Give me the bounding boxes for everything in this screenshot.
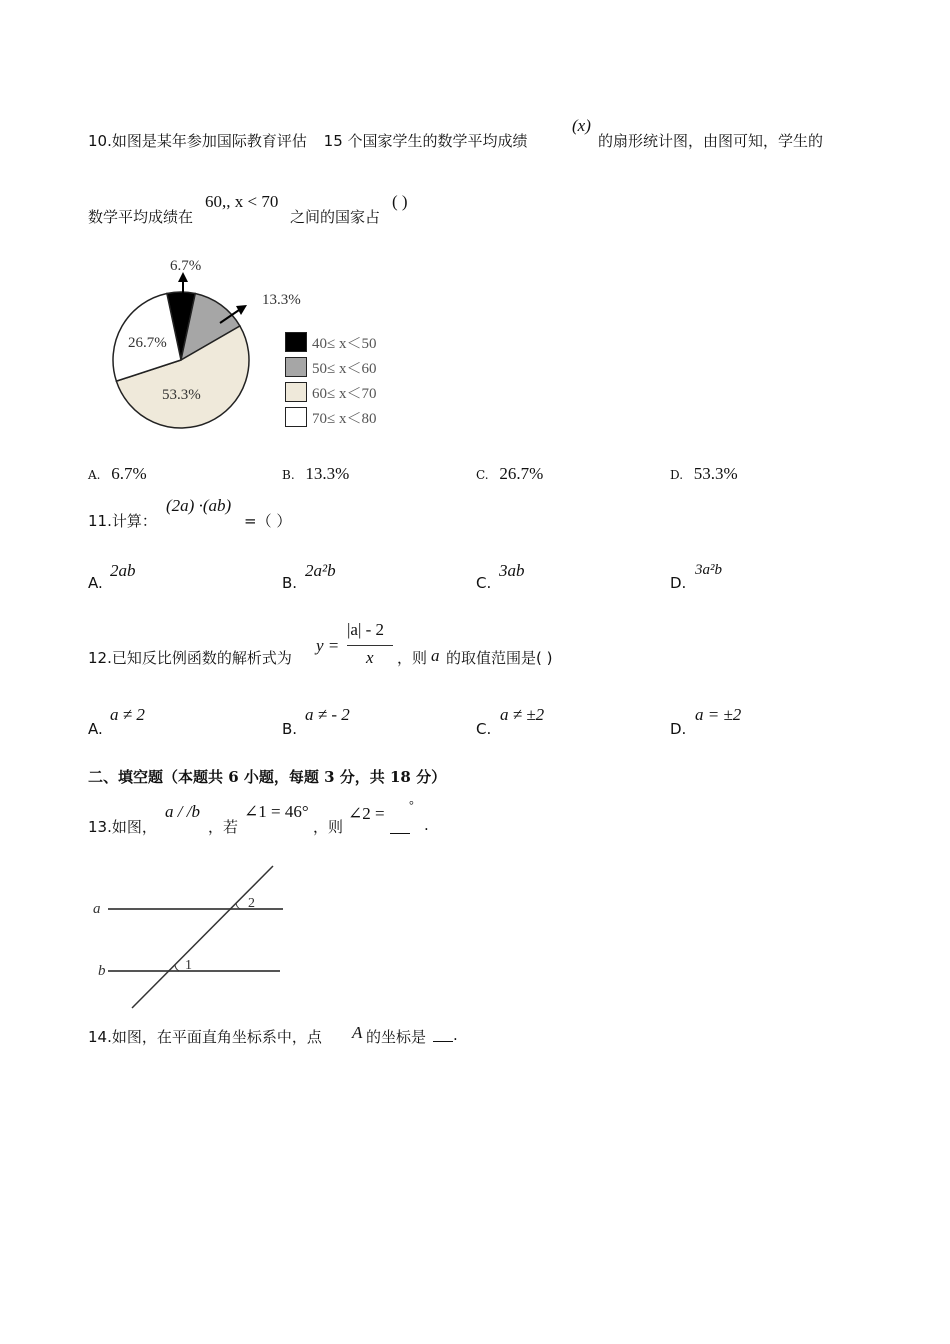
q14-end: .: [453, 1026, 458, 1044]
q14-line: [88, 1026, 322, 1047]
label-13-3: 13.3%: [262, 292, 301, 308]
q10-option-c[interactable]: [476, 464, 543, 484]
q11-number: 11.: [88, 512, 112, 530]
q14-answer-blank[interactable]: [433, 1026, 453, 1044]
q10-var-x: (x): [572, 116, 591, 135]
q13-prefix: 如图，: [111, 818, 157, 836]
q11-option-c[interactable]: 3ab: [499, 561, 525, 580]
legend-label-2: 50≤ x＜60: [312, 361, 377, 377]
q10-text-b: 15 个国家学生的数学平均成绩: [323, 132, 528, 150]
q12-suffix: 的取值范围是( ): [446, 649, 553, 667]
parallel-lines-figure: [88, 860, 298, 1015]
q10-option-a[interactable]: [88, 464, 147, 484]
q11-suffix: =（ ）: [244, 512, 292, 530]
option-text: 6.7%: [111, 464, 147, 483]
q13-line: [88, 816, 157, 837]
q11-expr: (2a) ·(ab): [166, 496, 232, 515]
q12-mid: ，则: [397, 649, 428, 667]
label-line-b: b: [98, 963, 106, 979]
section-heading: 二、填空题（本题共 6 小题，每题 3 分，共 18 分）: [88, 768, 447, 786]
q10-range: 60,, x < 70: [205, 192, 279, 211]
label-angle-1: 1: [185, 958, 192, 973]
transversal: [132, 866, 273, 1008]
option-letter: A.: [88, 468, 101, 482]
q13-angle2: ∠2 =: [348, 804, 385, 823]
q12-y-eq: y =: [316, 636, 340, 655]
q10-text-c: 的扇形统计图，由图可知，学生的: [598, 132, 824, 150]
q10-paren: ( ): [392, 192, 408, 211]
q13-number: 13.: [88, 818, 112, 836]
q14-number: 14.: [88, 1028, 112, 1046]
q12-option-d[interactable]: a = ±2: [695, 705, 742, 724]
legend-label-1: 40≤ x＜50: [312, 336, 377, 352]
q12-option-d-letter: D.: [670, 720, 687, 738]
q13-cond: a / /b: [165, 802, 200, 821]
legend-swatch-3: [285, 382, 307, 402]
legend-swatch-1: [285, 332, 307, 352]
label-angle-2: 2: [248, 896, 255, 911]
q13-end: .: [424, 816, 429, 834]
fraction-bar: [347, 645, 393, 646]
option-letter: C.: [476, 468, 489, 482]
label-53-3: 53.3%: [162, 387, 201, 403]
q12-option-a-letter: A.: [88, 720, 103, 738]
q10-text-a: 如图是某年参加国际教育评估: [111, 132, 307, 150]
q12-prefix: 已知反比例函数的解析式为: [111, 649, 292, 667]
q13-angle1: ∠1 = 46°: [244, 802, 309, 821]
q14-point: A: [352, 1023, 363, 1042]
q11-option-a[interactable]: 2ab: [110, 561, 136, 580]
option-letter: D.: [670, 468, 684, 482]
q11-line: [88, 510, 157, 531]
q10-option-b[interactable]: [282, 464, 349, 484]
q10-line2: 数学平均成绩在: [88, 208, 194, 226]
q10-number: 10.: [88, 132, 112, 150]
q13-degree: °: [409, 798, 414, 812]
q12-denominator: x: [366, 648, 374, 667]
legend-swatch-4: [285, 407, 307, 427]
q12-option-c-letter: C.: [476, 720, 492, 738]
q11-option-b[interactable]: 2a²b: [305, 561, 336, 580]
legend-swatch-2: [285, 357, 307, 377]
q10-line1: [88, 130, 528, 151]
q12-numerator: |a| - 2: [347, 620, 385, 639]
q12-line: [88, 647, 292, 668]
option-text: 13.3%: [305, 464, 350, 483]
option-letter: B.: [282, 468, 295, 482]
q12-option-a[interactable]: a ≠ 2: [110, 705, 145, 724]
legend-label-4: 70≤ x＜80: [312, 411, 377, 427]
q13-answer-blank[interactable]: [390, 818, 410, 836]
label-26-7: 26.7%: [128, 335, 167, 351]
q14-suffix: 的坐标是: [366, 1028, 427, 1046]
q11-option-c-letter: C.: [476, 574, 492, 592]
pie-slices: [113, 292, 249, 428]
option-text: 26.7%: [499, 464, 544, 483]
q11-option-d[interactable]: 3a²b: [695, 562, 722, 578]
label-line-a: a: [93, 901, 101, 917]
q13-then: ，则: [313, 818, 344, 836]
q10-text-d: 之间的国家占: [290, 208, 381, 226]
q14-prefix: 如图，在平面直角坐标系中，点: [111, 1028, 322, 1046]
option-text: 53.3%: [693, 464, 738, 483]
legend-label-3: 60≤ x＜70: [312, 386, 377, 402]
q12-var-a: a: [431, 646, 440, 665]
label-6-7: 6.7%: [170, 258, 202, 274]
q11-option-a-letter: A.: [88, 574, 103, 592]
q10-option-d[interactable]: [670, 464, 738, 484]
q11-prefix: 计算：: [111, 512, 157, 530]
q12-option-b-letter: B.: [282, 720, 298, 738]
q11-option-b-letter: B.: [282, 574, 298, 592]
q12-number: 12.: [88, 649, 112, 667]
q13-if: ，若: [208, 818, 239, 836]
q11-option-d-letter: D.: [670, 574, 687, 592]
q12-option-b[interactable]: a ≠ - 2: [305, 705, 350, 724]
q12-option-c[interactable]: a ≠ ±2: [500, 705, 545, 724]
